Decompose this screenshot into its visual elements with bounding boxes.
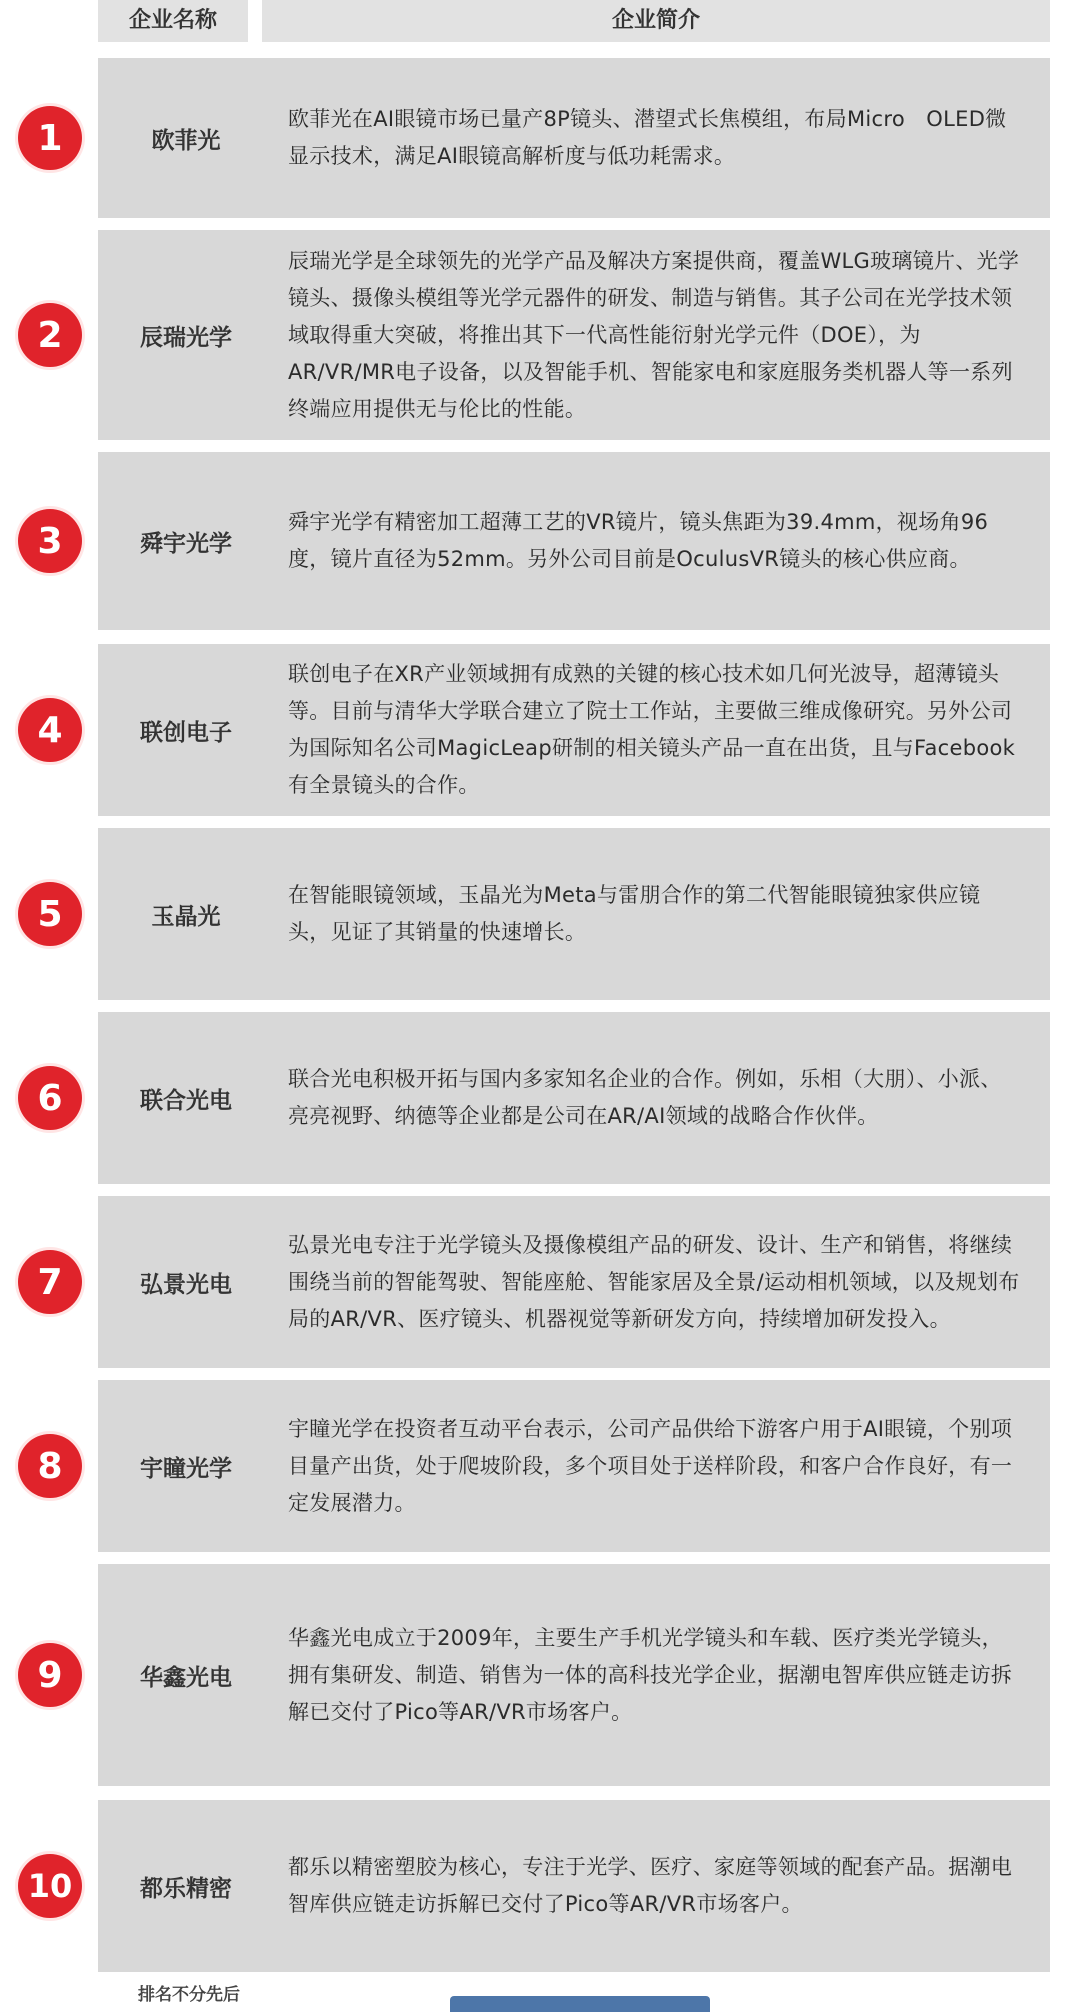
company-card xyxy=(98,1564,1050,1786)
company-name: 华鑫光电 xyxy=(140,1664,232,1691)
company-name: 舜宇光学 xyxy=(140,530,232,557)
company-row-8 xyxy=(0,1380,1080,1552)
rank-badge: 3 xyxy=(18,509,82,573)
company-row-1 xyxy=(0,58,1080,218)
rank-badge: 5 xyxy=(18,882,82,946)
rank-badge: 4 xyxy=(18,698,82,762)
company-name: 弘景光电 xyxy=(140,1271,232,1298)
company-card xyxy=(98,1800,1050,1972)
company-card xyxy=(98,230,1050,440)
company-name: 都乐精密 xyxy=(140,1875,232,1902)
company-card xyxy=(98,1196,1050,1368)
company-row-9 xyxy=(0,1564,1080,1786)
company-card xyxy=(98,452,1050,630)
rank-badge: 10 xyxy=(18,1854,82,1918)
rank-badge: 8 xyxy=(18,1434,82,1498)
rank-badge: 6 xyxy=(18,1066,82,1130)
column-header-description xyxy=(262,0,1050,42)
column-header-name-label: 企业名称 xyxy=(128,8,217,33)
ranking-footnote: 排名不分先后 xyxy=(138,1985,240,2005)
rank-badge: 7 xyxy=(18,1250,82,1314)
company-row-4 xyxy=(0,644,1080,816)
company-description: 在智能眼镜领域，玉晶光为Meta与雷朋合作的第二代智能眼镜独家供应镜头，见证了其销量的快速增长。 xyxy=(288,883,981,944)
company-description: 宇瞳光学在投资者互动平台表示，公司产品供给下游客户用于AI眼镜，个别项目量产出货，处于爬坡阶段，多个项目处于送样阶段，和客户合作良好，有一定发展潜力。 xyxy=(288,1416,1013,1515)
company-card xyxy=(98,828,1050,1000)
rank-badge: 9 xyxy=(18,1643,82,1707)
company-description: 联创电子在XR产业领域拥有成熟的关键的核心技术如几何光波导，超薄镜头等。目前与清华大学联合建立了院士工作站，主要做三维成像研究。另外公司为国际知名公司MagicLeap研制的相关镜头产品一直在出货，且与Facebook有全景镜头的合作。 xyxy=(288,662,1016,797)
company-description: 弘景光电专注于光学镜头及摄像模组产品的研发、设计、生产和销售，将继续围绕当前的智能驾驶、智能座舱、智能家居及全景/运动相机领域，以及规划布局的AR/VR、医疗镜头、机器视觉等新研发方向，持续增加研发投入。 xyxy=(288,1232,1020,1331)
company-card xyxy=(98,644,1050,816)
company-name: 欧菲光 xyxy=(151,127,221,154)
company-description: 欧菲光在AI眼镜市场已量产8P镜头、潜望式长焦模组，布局Micro OLED微显示技术，满足AI眼镜高解析度与低功耗需求。 xyxy=(288,107,1007,168)
company-name: 宇瞳光学 xyxy=(140,1455,232,1482)
company-description: 华鑫光电成立于2009年，主要生产手机光学镜头和车载、医疗类光学镜头，拥有集研发、制造、销售为一体的高科技光学企业，据潮电智库供应链走访拆解已交付了Pico等AR/VR市场客户。 xyxy=(288,1625,1013,1724)
rank-badge: 2 xyxy=(18,303,82,367)
company-description: 联合光电积极开拓与国内多家知名企业的合作。例如，乐相（大朋）、小派、亮亮视野、纳德等企业都是公司在AR/AI领域的战略合作伙伴。 xyxy=(288,1067,1002,1128)
company-name: 辰瑞光学 xyxy=(140,324,232,351)
company-card xyxy=(98,58,1050,218)
company-description: 辰瑞光学是全球领先的光学产品及解决方案提供商，覆盖WLG玻璃镜片、光学镜头、摄像头模组等光学元器件的研发、制造与销售。其子公司在光学技术领域取得重大突破，将推出其下一代高性能衍射光学元件（DOE），为AR/VR/MR电子设备，以及智能手机、智能家电和家庭服务类机器人等一系列终端应用提供无与伦比的性能。 xyxy=(288,248,1020,421)
company-card xyxy=(98,1012,1050,1184)
company-row-7 xyxy=(0,1196,1080,1368)
company-name: 联合光电 xyxy=(140,1087,232,1114)
company-description: 舜宇光学有精密加工超薄工艺的VR镜片，镜头焦距为39.4mm，视场角96度，镜片直径为52mm。另外公司目前是OculusVR镜头的核心供应商。 xyxy=(288,510,989,571)
column-header-name xyxy=(98,0,248,42)
company-row-5 xyxy=(0,828,1080,1000)
rank-badge: 1 xyxy=(18,106,82,170)
company-description: 都乐以精密塑胶为核心，专注于光学、医疗、家庭等领域的配套产品。据潮电智库供应链走访拆解已交付了Pico等AR/VR市场客户。 xyxy=(288,1855,1013,1916)
company-name: 玉晶光 xyxy=(151,903,221,930)
brand-logo xyxy=(450,1996,710,2012)
company-row-10 xyxy=(0,1800,1080,1972)
company-row-2 xyxy=(0,230,1080,440)
column-header-description-label: 企业简介 xyxy=(611,8,700,33)
company-name: 联创电子 xyxy=(140,719,232,746)
company-row-6 xyxy=(0,1012,1080,1184)
company-row-3 xyxy=(0,452,1080,630)
company-card xyxy=(98,1380,1050,1552)
